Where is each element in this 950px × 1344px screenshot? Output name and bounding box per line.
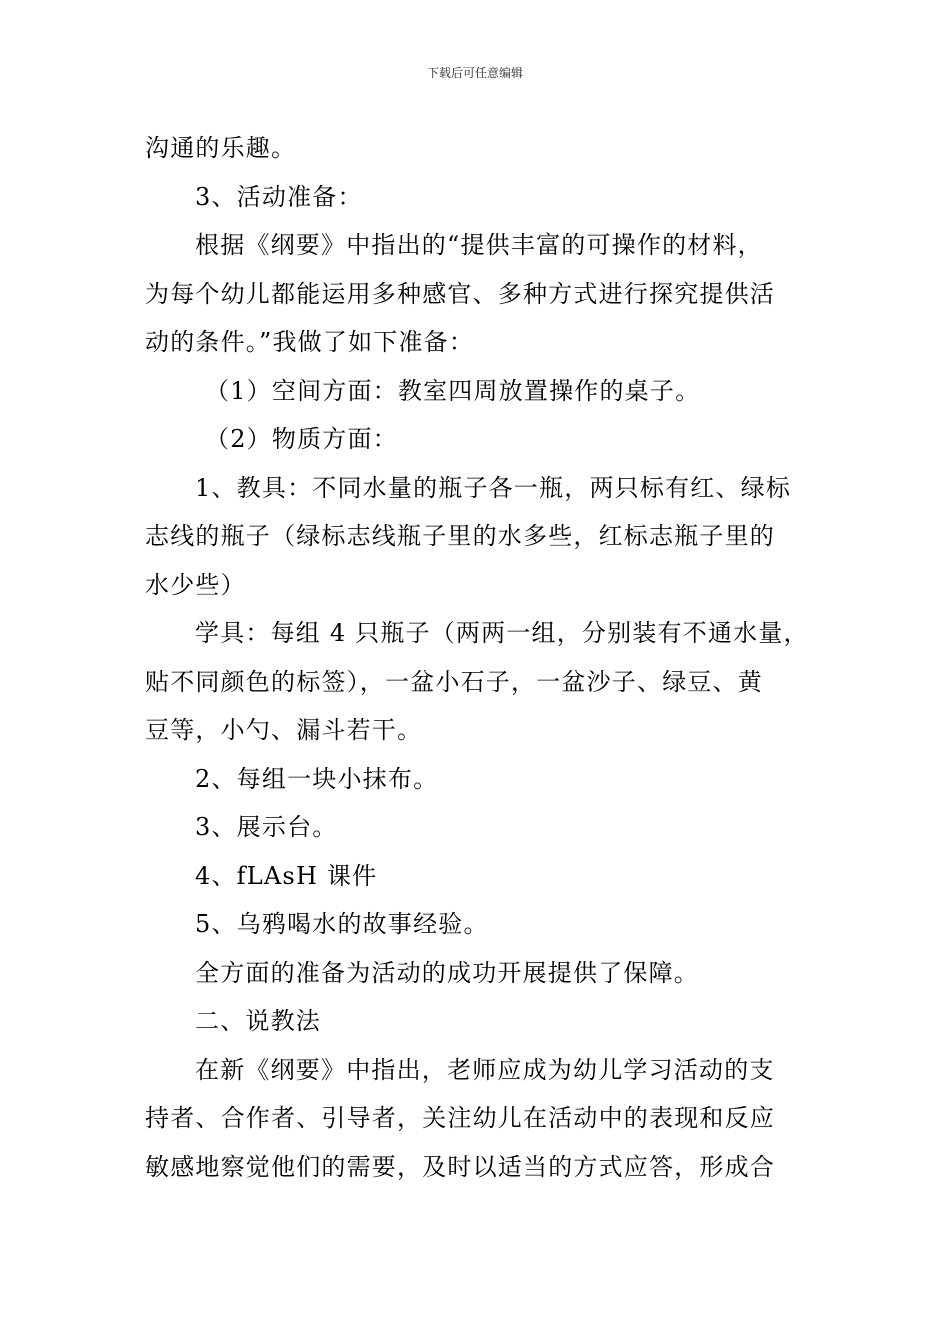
text-line: 3、展示台。 [195,813,338,841]
text-line: 5、乌鸦喝水的故事经验。 [195,910,489,938]
text-line: 动的条件。”我做了如下准备： [145,328,475,356]
text-line: 持者、合作者、引导者，关注幼儿在活动中的表现和反应 [145,1104,775,1132]
text-line: 志线的瓶子（绿标志线瓶子里的水多些，红标志瓶子里的 [145,522,775,550]
text-line: 为每个幼儿都能运用多种感官、多种方式进行探究提供活 [145,279,775,308]
text-line: 沟通的乐趣。 [145,134,297,162]
page-header: 下载后可任意编辑 [426,66,523,80]
text-line: 敏感地察觉他们的需要，及时以适当的方式应答，形成合 [145,1152,775,1181]
text-line: 1、教具：不同水量的瓶子各一瓶，两只标有红、绿标 [195,473,792,502]
document-body [145,124,810,1191]
section-heading: 二、说教法 [195,1007,321,1035]
text-line: （2）物质方面： [205,425,398,453]
text-line: 4、fLAsH 课件 [195,861,378,890]
text-line: 全方面的准备为活动的成功开展提供了保障。 [195,958,699,987]
text-line: 学具：每组 4 只瓶子（两两一组，分别装有不通水量， [195,619,809,647]
text-line: 豆等，小勺、漏斗若干。 [145,716,423,744]
text-line: （1）空间方面：教室四周放置操作的桌子。 [205,376,701,405]
text-line: 2、每组一块小抹布。 [195,764,439,793]
text-line: 3、活动准备： [195,182,363,211]
text-line: 贴不同颜色的标签），一盆小石子，一盆沙子、绿豆、黄 [145,667,763,696]
text-line: 根据《纲要》中指出的“提供丰富的可操作的材料， [195,231,763,259]
text-line: 在新《纲要》中指出，老师应成为幼儿学习活动的支 [195,1055,775,1084]
text-line: 水少些） [145,570,246,599]
